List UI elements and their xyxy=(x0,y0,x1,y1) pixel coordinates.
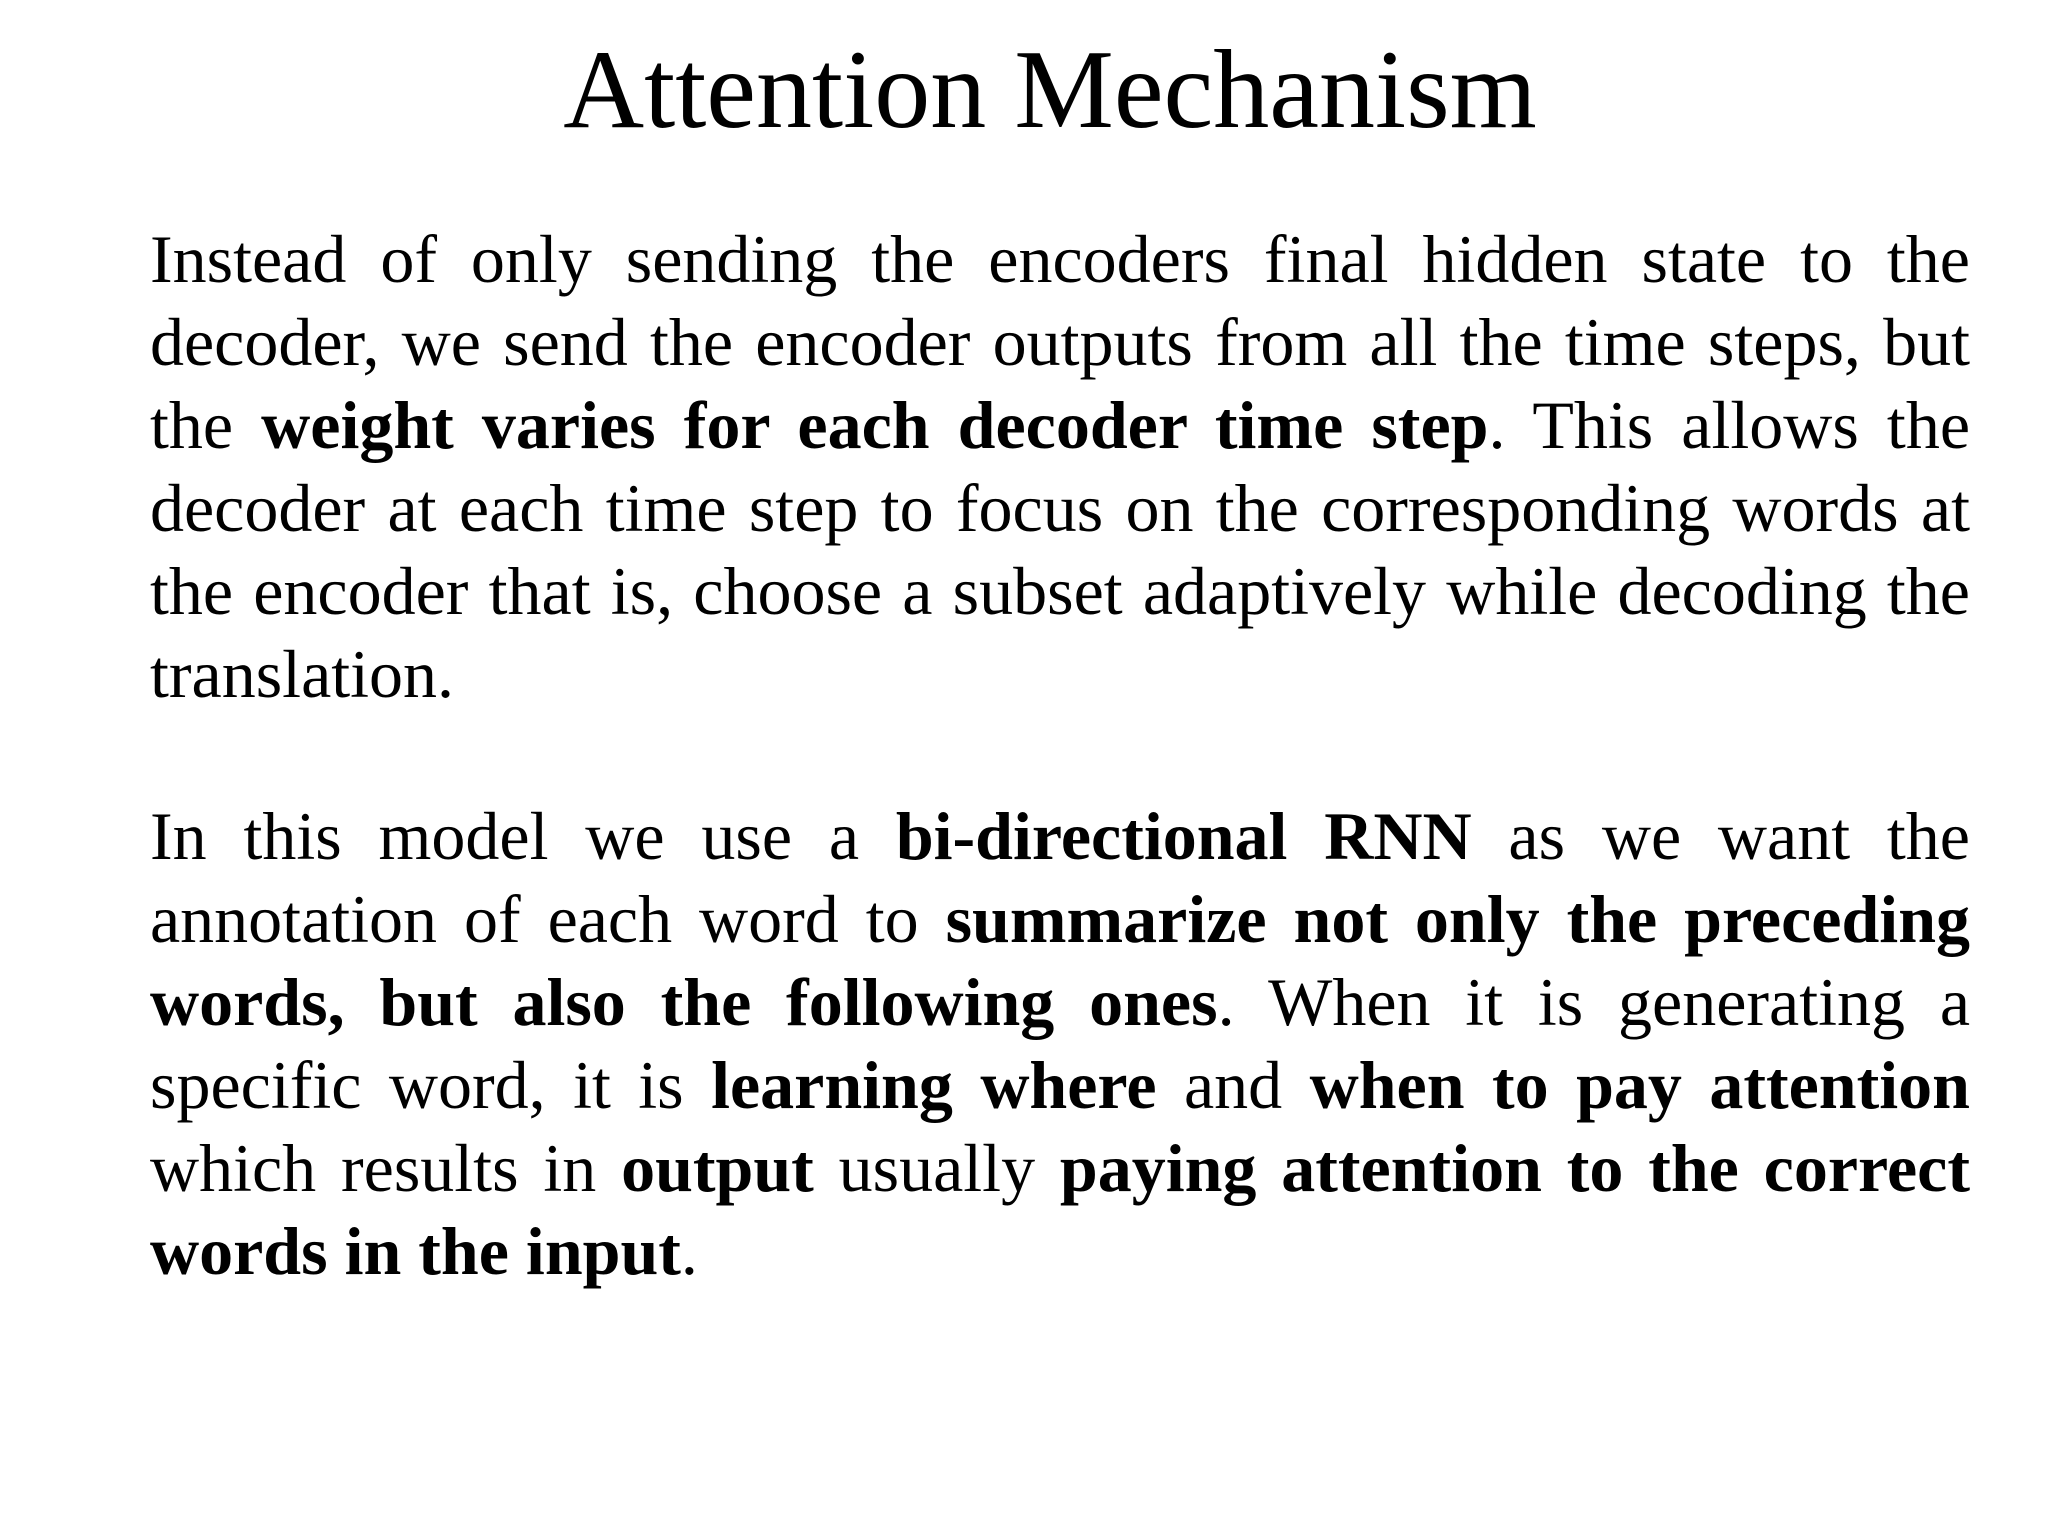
emphasis-output: output xyxy=(621,1130,814,1206)
emphasis-paying-attention: paying attention to the correct words in the input xyxy=(150,1130,1970,1289)
emphasis-weight-varies: weight varies for each decoder time step xyxy=(261,387,1489,463)
text-segment: Instead of only sending the encoders final hidden state to the decoder, we send the encoder outputs from all the time steps, but the xyxy=(150,221,1970,463)
text-segment: usually xyxy=(813,1130,1060,1206)
text-segment: . This allows the decoder at each time step to focus on the corresponding words at the encoder that is, choose a subset adaptively while decoding the translation. xyxy=(150,387,1971,712)
text-segment: as we want the annotation of each word to xyxy=(150,798,1970,957)
emphasis-summarize: summarize not only the preceding words, but also the following ones xyxy=(150,881,1971,1040)
text-segment: and xyxy=(1156,1047,1310,1123)
emphasis-learning-where: learning where xyxy=(711,1047,1157,1123)
emphasis-bi-directional-rnn: bi-directional RNN xyxy=(895,798,1472,874)
emphasis-when-to-pay-attention: when to pay attention xyxy=(1309,1047,1970,1123)
text-segment: . When it is generating a specific word, it is xyxy=(150,964,1970,1123)
text-segment: which results in xyxy=(150,1130,622,1206)
paragraph-bidirectional-rnn xyxy=(150,795,1970,1293)
paragraph-encoder-outputs xyxy=(150,218,1970,716)
slide-title: Attention Mechanism xyxy=(563,28,1537,152)
text-segment: In this model we use a xyxy=(150,798,896,874)
text-segment: . xyxy=(680,1213,698,1289)
